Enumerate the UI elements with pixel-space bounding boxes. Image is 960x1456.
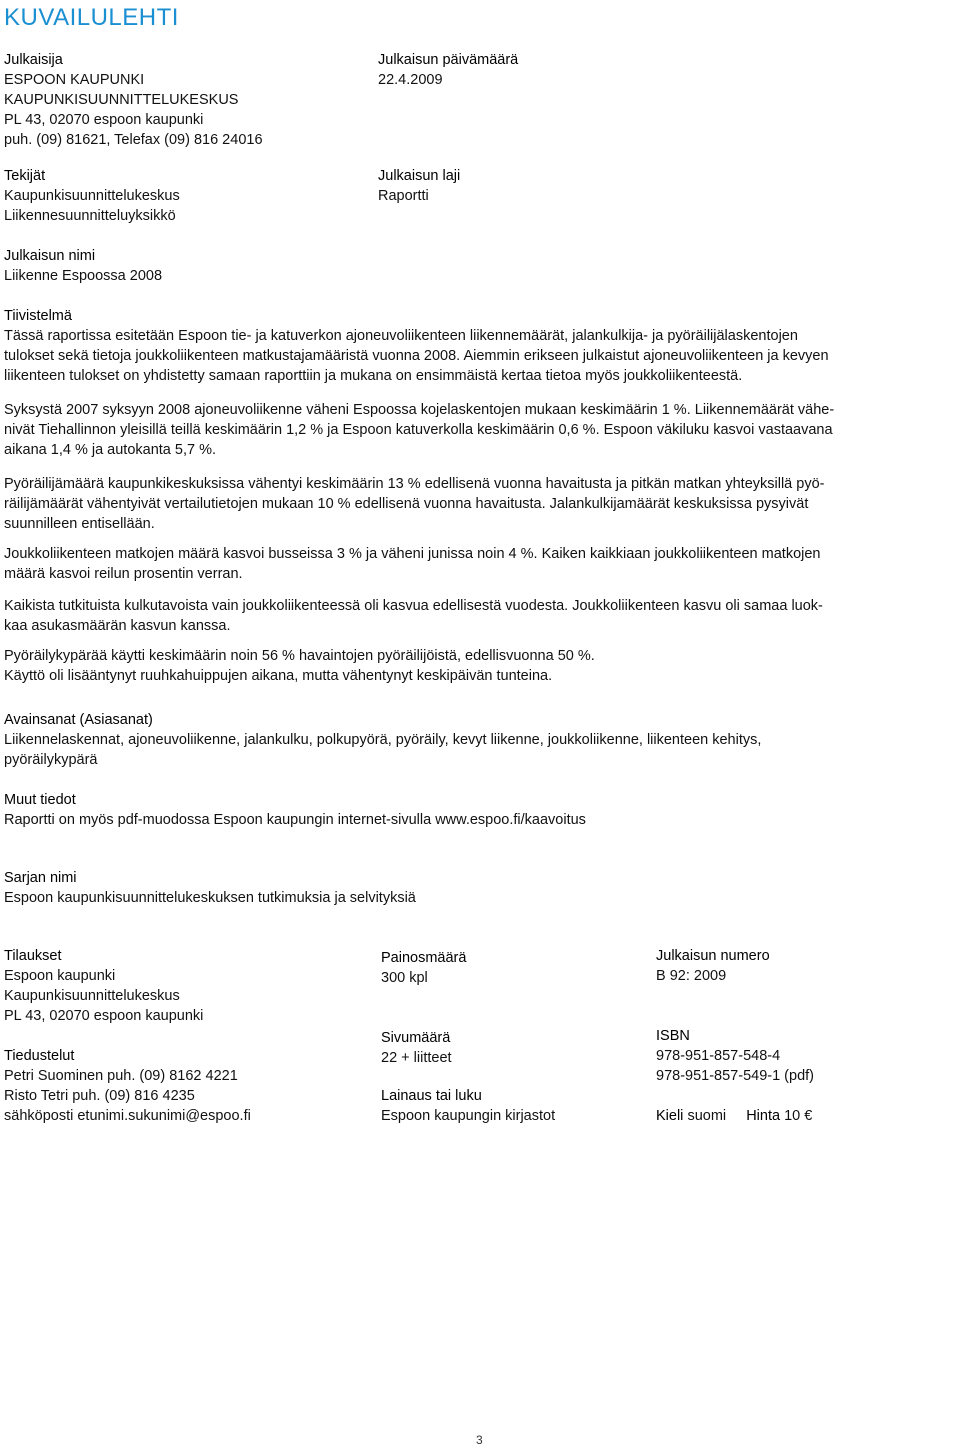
summary-para-5 [4,596,954,636]
orders-block [4,946,203,1026]
page-number: 3 [476,1433,483,1447]
summary-line: Tässä raportissa esitetään Espoon tie- ja katuverkon ajoneuvoliikenteen liikennemäärät, jalankulkija- ja pyöräilijälaskentojen [4,328,798,344]
orders-line: PL 43, 02070 espoon kaupunki [4,1008,204,1024]
name-block [4,246,162,286]
isbn-line: 978-951-857-549-1 (pdf) [656,1068,814,1084]
pub-number-block [656,946,770,986]
print-run-block [381,948,466,988]
publisher-label: Julkaisija [4,52,63,68]
other-info-label: Muut tiedot [4,792,76,808]
orders-line: Espoon kaupunki [4,968,116,984]
page-title: KUVAILULEHTI [4,4,179,31]
summary-line: aikana 1,4 % ja autokanta 5,7 %. [4,442,217,458]
summary-para-6 [4,646,954,686]
summary-line: suunnilleen entisellään. [4,516,155,532]
language-price-row [656,1106,812,1126]
summary-line: määrä kasvoi reilun prosentin verran. [4,566,243,582]
language-label: Kieli [656,1108,684,1124]
print-run-label: Painosmäärä [381,950,467,966]
keywords-block [4,710,954,770]
keywords-line: pyöräilykypärä [4,752,98,768]
other-info-block [4,790,954,830]
summary-block [4,306,954,346]
date-value: 22.4.2009 [378,72,443,88]
name-label: Julkaisun nimi [4,248,96,264]
series-block [4,868,954,908]
pub-number-value: B 92: 2009 [656,968,727,984]
loan-value: Espoon kaupungin kirjastot [381,1108,556,1124]
summary-line: Joukkoliikenteen matkojen määrä kasvoi busseissa 3 % ja väheni junissa noin 4 %. Kaiken kaikkiaan joukkoliikenteen matkojen [4,546,821,562]
loan-label: Lainaus tai luku [381,1088,482,1104]
isbn-line: 978-951-857-548-4 [656,1048,781,1064]
summary-para-1-rest [4,346,954,386]
summary-line: räilijämäärät vähentyivät vertailutietojen mukaan 10 % edellisenä vuonna havaitusta. Jalankulkijamäärät keskuksissa pysyivät [4,496,809,512]
orders-label: Tilaukset [4,948,62,964]
pages-label: Sivumäärä [381,1030,451,1046]
language-value: suomi [687,1108,727,1124]
summary-line: nivät Tiehallinnon yleisillä teillä keskimäärin 1,2 % ja Espoon katuverkolla keskimäärin 0,6 %. Espoon väkiluku kasvoi vastaavana [4,422,833,438]
print-run-value: 300 kpl [381,970,428,986]
author-line: Kaupunkisuunnittelukeskus [4,188,180,204]
publisher-line: KAUPUNKISUUNNITTELUKESKUS [4,92,239,108]
summary-para-1 [4,326,954,346]
summary-line: Pyöräilijämäärä kaupunkikeskuksissa vähentyi keskimäärin 13 % edellisenä vuonna havaitusta ja pitkän matkan yhteyksillä pyö- [4,476,825,492]
orders-line: Kaupunkisuunnittelukeskus [4,988,180,1004]
pub-number-label: Julkaisun numero [656,948,770,964]
summary-line: Kaikista tutkituista kulkutavoista vain joukkoliikenteessä oli kasvua edellisestä vuodesta. Joukkoliikenteen kasvu oli samaa luok- [4,598,823,614]
isbn-label: ISBN [656,1028,690,1044]
loan-block [381,1086,555,1126]
authors-label: Tekijät [4,168,46,184]
type-label: Julkaisun laji [378,168,461,184]
date-label: Julkaisun päivämäärä [378,52,519,68]
keywords-label: Avainsanat (Asiasanat) [4,712,153,728]
inquiries-block [4,1046,251,1126]
summary-label: Tiivistelmä [4,308,72,324]
price-value: 10 € [784,1108,813,1124]
isbn-block [656,1026,814,1086]
date-block [378,50,518,90]
summary-line: tulokset sekä tietoja joukkoliikenteen matkustajamääristä vuonna 2008. Aiemmin erikseen julkaistut ajoneuvoliikenteen ja kevyen [4,348,829,364]
summary-para-3 [4,474,954,534]
inquiries-label: Tiedustelut [4,1048,75,1064]
summary-para-2 [4,400,954,460]
price-label: Hinta [746,1108,781,1124]
inquiries-line: Risto Tetri puh. (09) 816 4235 [4,1088,195,1104]
type-value: Raportti [378,188,429,204]
publisher-block [4,50,263,150]
summary-line: Pyöräilykypärää käytti keskimäärin noin 56 % havaintojen pyöräilijöistä, edellisvuonna 50 %. [4,648,595,664]
summary-line: Käyttö oli lisääntynyt ruuhkahuippujen aikana, mutta vähentynyt keskipäivän tunteina. [4,668,553,684]
author-line: Liikennesuunnitteluyksikkö [4,208,176,224]
name-value: Liikenne Espoossa 2008 [4,268,163,284]
other-info-value: Raportti on myös pdf-muodossa Espoon kaupungin internet-sivulla www.espoo.fi/kaavoitus [4,812,586,828]
publisher-line: ESPOON KAUPUNKI [4,72,145,88]
series-label: Sarjan nimi [4,870,77,886]
summary-line: kaa asukasmäärän kasvun kanssa. [4,618,231,634]
authors-block [4,166,180,226]
summary-line: Syksystä 2007 syksyyn 2008 ajoneuvoliikenne väheni Espoossa kojelaskentojen mukaan keskimäärin 1 %. Liikennemäärät vähe- [4,402,835,418]
series-value: Espoon kaupunkisuunnittelukeskuksen tutkimuksia ja selvityksiä [4,890,416,906]
publisher-line: puh. (09) 81621, Telefax (09) 816 24016 [4,132,263,148]
type-block [378,166,460,206]
summary-line: liikenteen tulokset on yhdistetty samaan raporttiin ja mukana on ensimmäistä kertaa tietoa myös joukkoliikenteestä. [4,368,743,384]
pages-block [381,1028,452,1068]
inquiries-line: Petri Suominen puh. (09) 8162 4221 [4,1068,238,1084]
pages-value: 22 + liitteet [381,1050,452,1066]
summary-para-4 [4,544,954,584]
inquiries-line: sähköposti etunimi.sukunimi@espoo.fi [4,1108,251,1124]
publisher-line: PL 43, 02070 espoon kaupunki [4,112,204,128]
keywords-line: Liikennelaskennat, ajoneuvoliikenne, jalankulku, polkupyörä, pyöräily, kevyt liikenne, joukkoliikenne, liikenteen kehitys, [4,732,762,748]
